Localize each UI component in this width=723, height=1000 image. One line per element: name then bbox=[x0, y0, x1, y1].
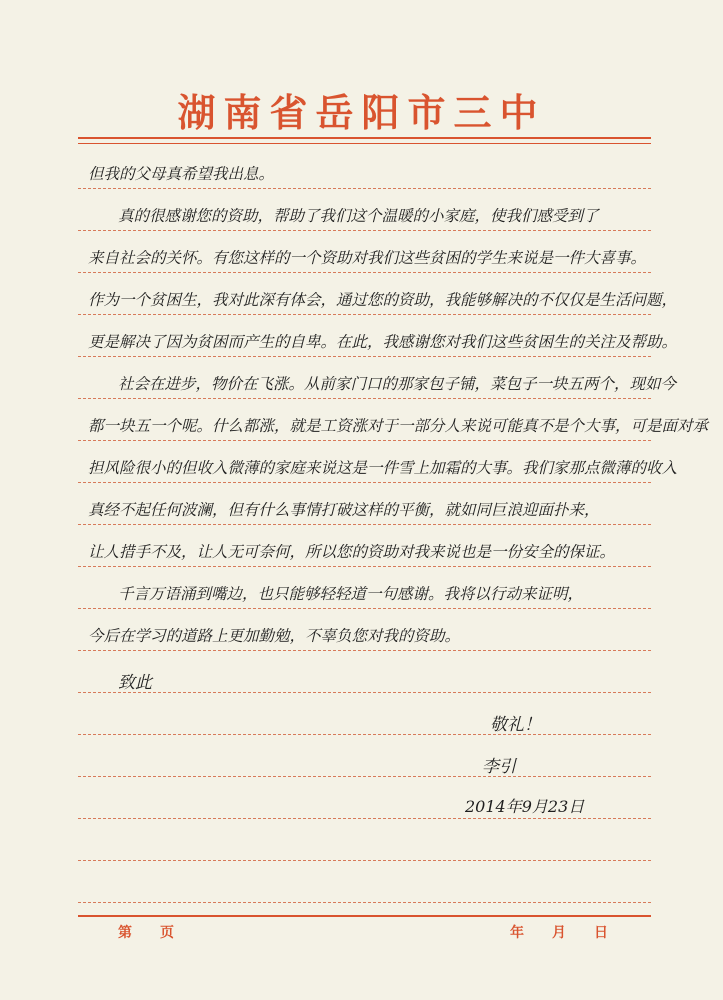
letter-line: 更是解决了因为贫困而产生的自卑。在此，我感谢您对我们这些贫困生的关注及帮助。 bbox=[88, 333, 678, 351]
regards: 敬礼！ bbox=[490, 715, 541, 735]
letter-line: 来自社会的关怀。有您这样的一个资助对我们这些贫困的学生来说是一件大喜事。 bbox=[88, 249, 647, 267]
ruled-line bbox=[78, 398, 651, 399]
page-title: 湖南省岳阳市三中 bbox=[177, 91, 546, 135]
letter-line: 担风险很小的但收入微薄的家庭来说这是一件雪上加霜的大事。我们家那点微薄的收入 bbox=[88, 459, 678, 477]
ruled-line bbox=[78, 818, 651, 819]
ruled-line bbox=[78, 314, 651, 315]
salutation: 致此 bbox=[118, 673, 152, 693]
letter-line: 让人措手不及，让人无可奈何，所以您的资助对我来说也是一份安全的保证。 bbox=[88, 543, 616, 561]
letter-line: 作为一个贫困生，我对此深有体会，通过您的资助，我能够解决的不仅仅是生活问题， bbox=[88, 291, 678, 309]
ruled-line bbox=[78, 356, 651, 357]
ruled-line bbox=[78, 776, 651, 777]
letter-line: 真经不起任何波澜，但有什么事情打破这样的平衡，就如同巨浪迎面扑来， bbox=[88, 501, 600, 519]
ruled-line bbox=[78, 902, 651, 903]
ruled-line bbox=[78, 524, 651, 525]
ruled-line bbox=[78, 608, 651, 609]
page-label: 第 页 bbox=[118, 925, 174, 941]
letter-line: 但我的父母真希望我出息。 bbox=[88, 165, 275, 183]
ruled-line bbox=[78, 860, 651, 861]
ruled-line bbox=[78, 692, 651, 693]
ruled-line bbox=[78, 272, 651, 273]
signature: 李引 bbox=[482, 757, 516, 777]
ruled-line bbox=[78, 482, 651, 483]
ruled-line bbox=[78, 188, 651, 189]
letter-line: 千言万语涌到嘴边，也只能够轻轻道一句感谢。我将以行动来证明， bbox=[118, 585, 584, 603]
ruled-line bbox=[78, 650, 651, 651]
footer-rule bbox=[78, 915, 651, 917]
letter-line: 社会在进步，物价在飞涨。从前家门口的那家包子铺，菜包子一块五两个，现如今 bbox=[118, 375, 677, 393]
header-rule-2 bbox=[78, 143, 651, 144]
date: 2014年9月23日 bbox=[465, 797, 585, 816]
letter-line: 都一块五一个呢。什么都涨，就是工资涨对于一部分人来说可能真不是个大事，可是面对承 bbox=[88, 417, 709, 435]
letter-line: 今后在学习的道路上更加勤勉，不辜负您对我的资助。 bbox=[88, 627, 461, 645]
letter-line: 真的很感谢您的资助，帮助了我们这个温暖的小家庭，使我们感受到了 bbox=[118, 207, 599, 225]
header-rule bbox=[78, 137, 651, 139]
date-label: 年 月 日 bbox=[510, 925, 608, 941]
ruled-line bbox=[78, 440, 651, 441]
ruled-line bbox=[78, 734, 651, 735]
ruled-line bbox=[78, 230, 651, 231]
ruled-line bbox=[78, 566, 651, 567]
